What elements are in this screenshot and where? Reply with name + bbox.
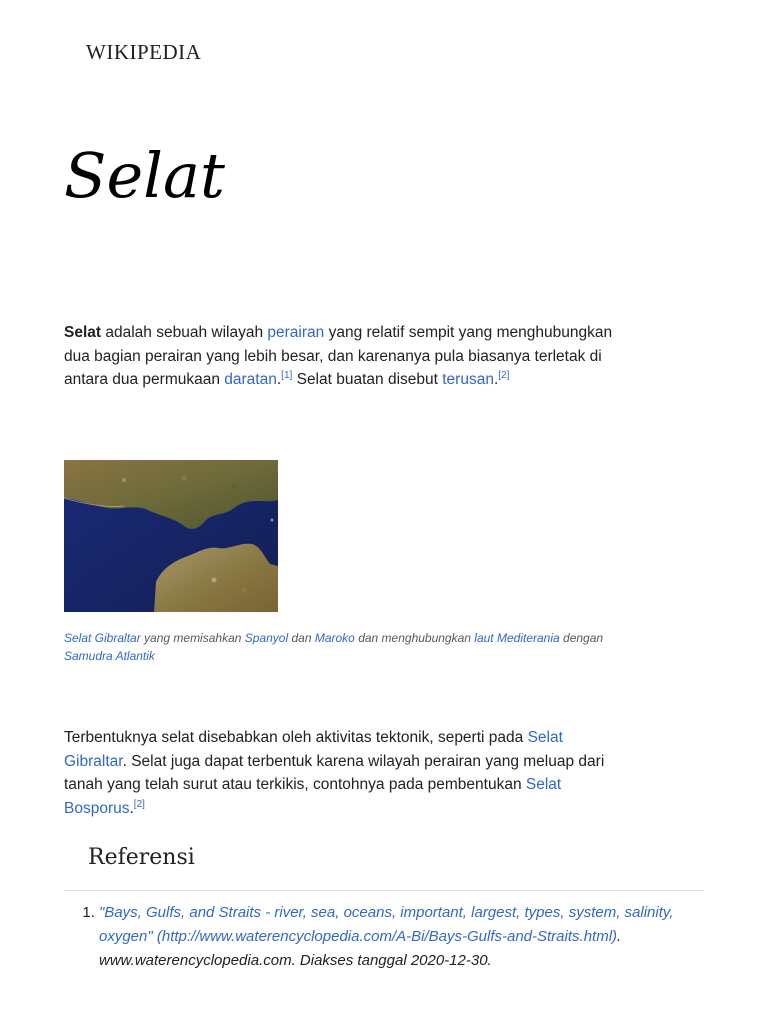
citation-1[interactable]: [1]	[281, 369, 293, 381]
body-text-1: Terbentuknya selat disebabkan oleh aktivitas tektonik, seperti pada	[64, 729, 528, 746]
figure-caption	[64, 630, 634, 665]
caption-link-atlantik[interactable]: Samudra Atlantik	[64, 648, 155, 663]
intro-term: Selat	[64, 324, 102, 341]
caption-text-2: dan	[288, 631, 315, 645]
section-divider	[64, 890, 704, 891]
intro-text-3: .	[276, 371, 282, 388]
reference-source: . www.waterencyclopedia.com. Diakses tanggal 2020-12-30.	[99, 927, 622, 969]
intro-text-4: Selat buatan disebut	[292, 371, 443, 388]
page-title: Selat	[64, 139, 225, 212]
link-selat-gibraltar[interactable]: Selat Gibraltar	[64, 729, 563, 770]
caption-text-3: dan menghubungkan	[354, 631, 475, 645]
intro-paragraph	[64, 321, 624, 392]
wikipedia-logo[interactable]: WIKIPEDIA	[86, 40, 202, 64]
body-text-2: . Selat juga dapat terbentuk karena wilayah perairan yang meluap dari tanah yang telah surut atau terkikis, contohnya pada pembentukan	[64, 752, 605, 793]
link-perairan[interactable]: perairan	[267, 324, 325, 341]
intro-text-5: .	[493, 371, 499, 388]
citation-2[interactable]: [2]	[498, 369, 510, 381]
reference-url: (http://www.waterencyclopedia.com/A-Bi/Bays-Gulfs-and-Straits.html)	[152, 927, 618, 945]
reference-title: "Bays, Gulfs, and Straits - river, sea, oceans, important, largest, types, system, salinity, oxygen"	[99, 904, 674, 945]
caption-link-spanyol[interactable]: Spanyol	[244, 631, 289, 645]
caption-text-4: dengan	[559, 631, 604, 645]
caption-link-gibraltar[interactable]: Selat Gibraltar	[64, 631, 141, 645]
caption-link-maroko[interactable]: Maroko	[314, 631, 355, 645]
intro-text-1: adalah sebuah wilayah	[101, 324, 268, 341]
satellite-image-graphic	[64, 460, 278, 612]
strait-satellite-image[interactable]	[64, 460, 278, 612]
body-text-3: .	[129, 799, 134, 817]
caption-link-mediterania[interactable]: laut Mediterania	[474, 631, 560, 645]
intro-text-2: yang relatif sempit yang menghubungkan dua bagian perairan yang lebih besar, dan karenanya pula biasanya terletak di antara dua permukaan	[64, 324, 613, 388]
link-daratan[interactable]: daratan	[224, 371, 277, 388]
link-terusan[interactable]: terusan	[442, 371, 494, 388]
references-heading: Referensi	[88, 845, 195, 870]
reference-item	[99, 901, 679, 972]
body-paragraph	[64, 726, 624, 820]
reference-list	[64, 901, 679, 972]
citation-2-body[interactable]: [2]	[133, 798, 145, 810]
reference-link[interactable]	[99, 904, 673, 945]
caption-text-1: yang memisahkan	[140, 631, 245, 645]
link-selat-bosporus[interactable]: Selat Bosporus	[64, 776, 562, 817]
